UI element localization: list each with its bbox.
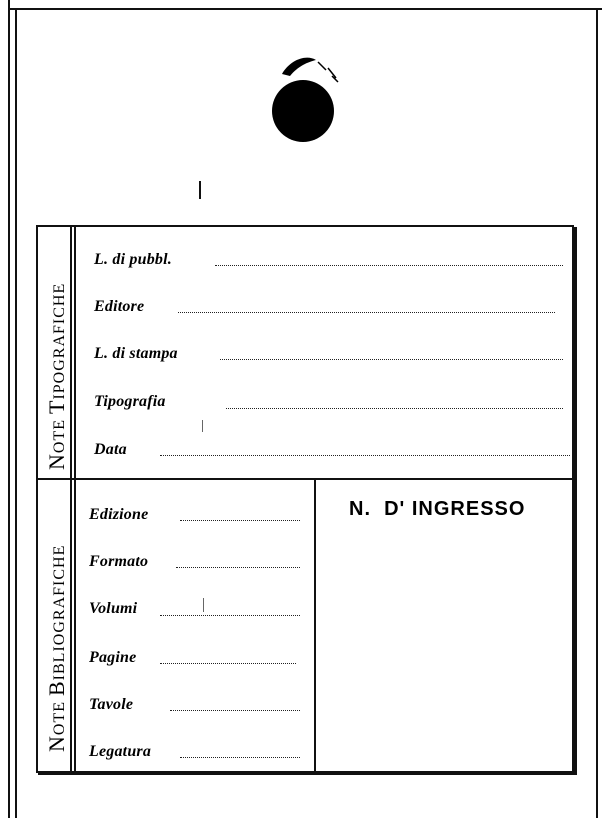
entry-number-label: N. D' INGRESSO (349, 498, 526, 520)
title-column-divider-a (70, 227, 72, 771)
entry-number-divider (314, 480, 316, 771)
field-label-edition: Edizione (89, 506, 149, 523)
field-label-format: Formato (89, 553, 149, 570)
pencil-guide-mark (203, 598, 204, 612)
field-label-publisher: Editore (94, 298, 145, 315)
pencil-mark (199, 181, 201, 199)
field-label-pages: Pagine (89, 649, 137, 666)
bibliographic-section-title: NOTE BIBLIOGRAFICHE (44, 544, 69, 752)
field-line-edition[interactable] (180, 520, 300, 521)
field-line-date[interactable] (160, 455, 570, 456)
field-label-place-of-printing: L. di stampa (94, 345, 178, 362)
field-line-plates[interactable] (170, 710, 300, 711)
hole-tear-mark (276, 50, 346, 90)
field-label-binding: Legatura (89, 743, 152, 760)
card-top-border (8, 8, 602, 10)
card-left-border-inner (15, 10, 17, 818)
field-label-plates: Tavole (89, 696, 134, 713)
section-divider (37, 478, 574, 480)
field-label-volumes: Volumi (89, 600, 138, 617)
card-left-border (8, 0, 10, 818)
field-label-date: Data (94, 441, 127, 458)
field-line-publisher[interactable] (178, 312, 555, 313)
form-frame-right-shadow (574, 227, 577, 775)
field-line-printer[interactable] (226, 408, 563, 409)
form-frame-bottom-shadow (38, 773, 577, 775)
field-line-place-of-publication[interactable] (215, 265, 563, 266)
field-line-format[interactable] (176, 567, 300, 568)
field-line-pages[interactable] (160, 663, 296, 664)
pencil-guide-mark (202, 420, 203, 432)
typographic-section-title: NOTE TIPOGRAFICHE (44, 282, 69, 470)
title-column-divider-b (74, 227, 76, 771)
field-label-place-of-publication: L. di pubbl. (94, 251, 172, 268)
field-line-place-of-printing[interactable] (220, 359, 563, 360)
field-line-binding[interactable] (180, 757, 300, 758)
card-right-border (596, 10, 598, 818)
field-line-volumes[interactable] (160, 615, 300, 616)
field-label-printer: Tipografia (94, 393, 166, 410)
